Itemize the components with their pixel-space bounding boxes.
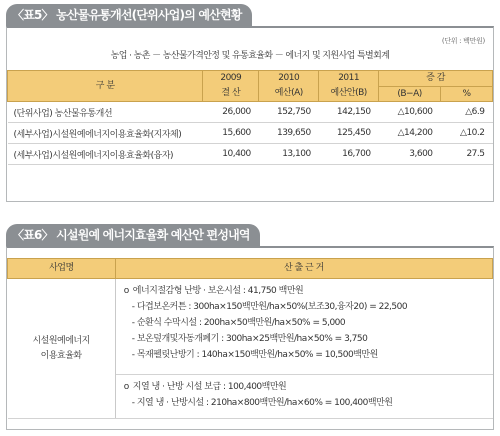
allocation-table: [7, 258, 493, 419]
bullet: o: [123, 286, 129, 296]
group-heading-text: 지열 냉 · 난방 시설 보급 : 100,400백만원: [132, 382, 287, 392]
group-heading-text: 에너지절감형 난방 · 보온시설 : 41,750 백만원: [132, 286, 304, 296]
table-row: [8, 102, 493, 123]
list-item: - 보온덮개및자동개폐기 : 300ha×25백만원/ha×50% = 3,750: [131, 334, 368, 344]
basis-group-2: [115, 375, 492, 419]
table6-box: [6, 246, 494, 430]
table5-box: [6, 26, 494, 202]
header-pct: %: [441, 87, 493, 102]
cell-2009: 26,000: [203, 102, 259, 123]
group-heading: [124, 379, 485, 395]
header-diff: (B−A): [379, 87, 441, 102]
group-heading: [124, 283, 485, 299]
cell-2010: 13,100: [259, 144, 319, 165]
list-item: - 목재펠릿난방기 : 140ha×150백만원/ha×50% = 10,500백만원: [131, 350, 378, 360]
list-item: - 지열 냉 · 난방시설 : 210ha×800백만원/ha×60% = 100,400백만원: [131, 398, 393, 408]
project-name-cell: [8, 279, 116, 419]
unit-note: (단위 : 백만원): [441, 37, 485, 45]
list-item: - 순환식 수막시설 : 200ha×50백만원/ha×50% = 5,000: [131, 318, 346, 328]
header-2011-sub: 예산안(B): [319, 87, 379, 102]
header-2010-year: 2010: [259, 71, 319, 87]
header-change: 증 감: [379, 71, 493, 87]
list-item: - 다겹보온커튼 : 300ha×150백만원/ha×50%(보조30,융자20) = 22,500: [131, 302, 408, 312]
bullet: o: [123, 382, 129, 392]
header-2009-year: 2009: [203, 71, 259, 87]
table5-subtitle: 농업 · 농촌 － 농산물가격안정 및 유통효율화 － 에너지 및 지원사업 특별회계: [110, 51, 390, 61]
cell-diff: △14,200: [379, 123, 441, 144]
table6-title: 〈표6〉 시설원예 에너지효율화 예산안 편성내역: [6, 224, 260, 246]
budget-table: [7, 70, 493, 165]
cell-pct: △6.9: [441, 102, 493, 123]
project-name-line2: 이용효율화: [40, 350, 82, 361]
cell-2009: 15,600: [203, 123, 259, 144]
cell-pct: 27.5: [441, 144, 493, 165]
cell-diff: △10,600: [379, 102, 441, 123]
cell-2011: 125,450: [319, 123, 379, 144]
cell-2010: 152,750: [259, 102, 319, 123]
header-project: 사업명: [8, 259, 116, 279]
header-basis: 산 출 근 거: [115, 259, 492, 279]
header-2010-sub: 예산(A): [259, 87, 319, 102]
header-2011-year: 2011: [319, 71, 379, 87]
table-row: [8, 144, 493, 165]
cell-diff: 3,600: [379, 144, 441, 165]
row-label: (단위사업) 농산물유통개선: [8, 102, 203, 123]
cell-pct: △10.2: [441, 123, 493, 144]
cell-2011: 142,150: [319, 102, 379, 123]
row-label: (세부사업)시설원예에너지이용효율화(융자): [8, 144, 203, 165]
cell-2010: 139,650: [259, 123, 319, 144]
basis-group-1: [115, 279, 492, 375]
header-2009-sub: 결 산: [203, 87, 259, 102]
table-row: [8, 123, 493, 144]
table5-title: 〈표5〉 농산물유통개선(단위사업)의 예산현황: [6, 4, 252, 26]
cell-2009: 10,400: [203, 144, 259, 165]
row-label: (세부사업)시설원예에너지이용효율화(지자체): [8, 123, 203, 144]
cell-2011: 16,700: [319, 144, 379, 165]
header-category: 구 분: [8, 71, 203, 102]
project-name-line1: 시설원예에너지: [32, 335, 90, 346]
